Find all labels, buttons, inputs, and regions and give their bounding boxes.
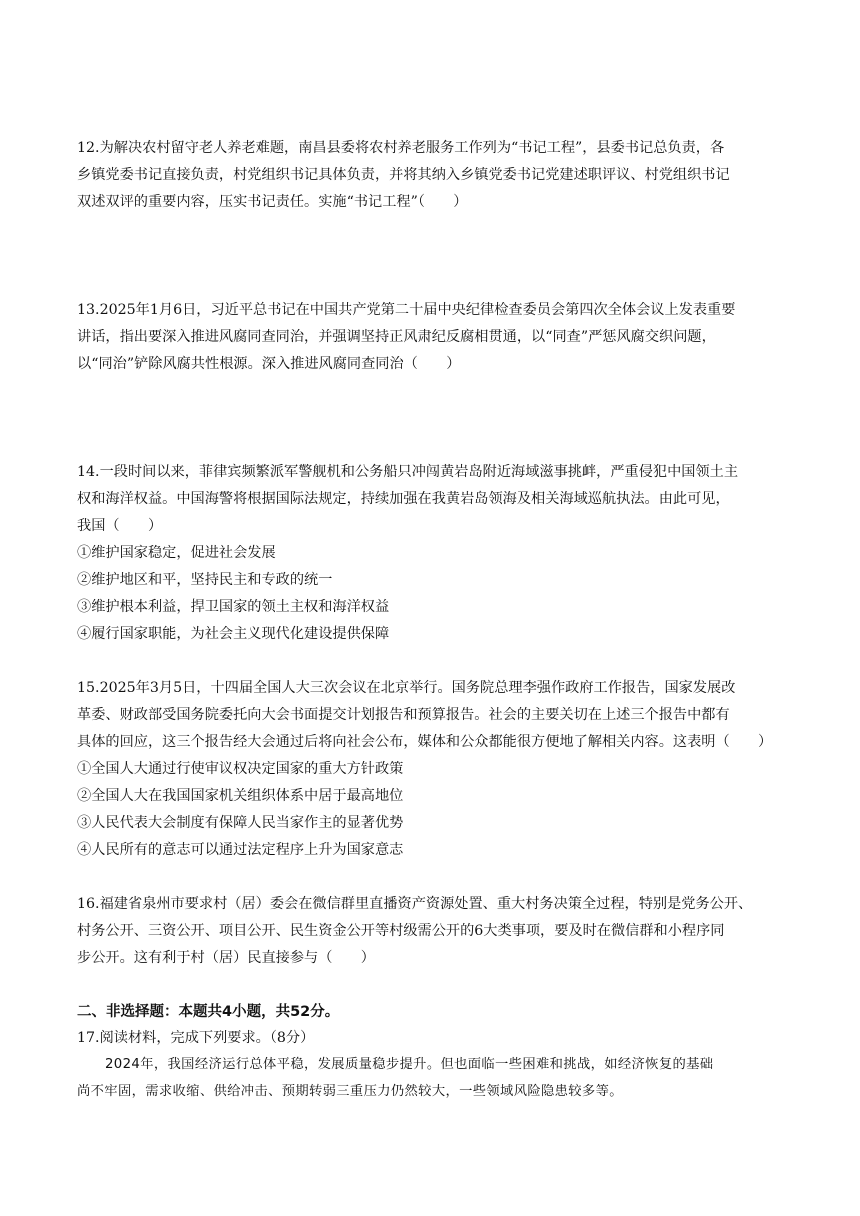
q16-stem-line-1: 16.福建省泉州市要求村（居）委会在微信群里直播资产资源处置、重大村务决策全过程，特别是党务公开、 xyxy=(77,896,753,912)
q15-stem-line-2: 革委、财政部受国务院委托向大会书面提交计划报告和预算报告。社会的主要关切在上述三个报告中都有 xyxy=(77,707,730,723)
q13-stem-line-3: 以“同治”铲除风腐共性根源。深入推进风腐同查同治（ ） xyxy=(77,356,461,372)
q15-stem-line-1: 15.2025年3月5日，十四届全国人大三次会议在北京举行。国务院总理李强作政府工作报告，国家发展改 xyxy=(77,680,736,696)
section-2-heading: 二、非选择题：本题共4小题，共52分。 xyxy=(77,1004,340,1020)
q16-stem-line-3: 步公开。这有利于村（居）民直接参与（ ） xyxy=(77,950,375,966)
q16-stem-line-2: 村务公开、三资公开、项目公开、民生资金公开等村级需公开的6大类事项，要及时在微信群和小程序同 xyxy=(77,923,725,939)
q12-stem-line-1: 12.为解决农村留守老人养老难题，南昌县委将农村养老服务工作列为“书记工程”，县委书记总负责，各 xyxy=(77,140,725,156)
q14-stem-line-2: 权和海洋权益。中国海警将根据国际法规定，持续加强在我黄岩岛领海及相关海域巡航执法。由此可见， xyxy=(77,491,730,507)
q15-option-3: ③人民代表大会制度有保障人民当家作主的显著优势 xyxy=(77,815,404,831)
q17-stem: 17.阅读材料，完成下列要求。（8分） xyxy=(77,1030,315,1046)
q15-option-4: ④人民所有的意志可以通过法定程序上升为国家意志 xyxy=(77,842,404,858)
q15-stem-line-3: 具体的回应，这三个报告经大会通过后将向社会公布，媒体和公众都能很方便地了解相关内容。这表明（ ） xyxy=(77,734,773,750)
q17-material-line-2: 尚不牢固，需求收缩、供给冲击、预期转弱三重压力仍然较大，一些领域风险隐患较多等。 xyxy=(77,1084,623,1099)
q12-stem-line-3: 双述双评的重要内容，压实书记责任。实施“书记工程”（ ） xyxy=(77,194,468,210)
q14-option-4: ④履行国家职能，为社会主义现代化建设提供保障 xyxy=(77,626,390,642)
q15-option-2: ②全国人大在我国国家机关组织体系中居于最高地位 xyxy=(77,788,404,804)
q12-stem-line-2: 乡镇党委书记直接负责，村党组织书记具体负责，并将其纳入乡镇党委书记党建述职评议、村党组织书记 xyxy=(77,167,730,183)
q14-stem-line-1: 14.一段时间以来，菲律宾频繁派军警舰机和公务船只冲闯黄岩岛附近海域滋事挑衅，严重侵犯中国领土主 xyxy=(77,464,739,480)
q17-material-line-1: 2024年，我国经济运行总体平稳，发展质量稳步提升。但也面临一些困难和挑战，如经济恢复的基础 xyxy=(105,1057,714,1072)
q13-stem-line-1: 13.2025年1月6日，习近平总书记在中国共产党第二十届中央纪律检查委员会第四次全体会议上发表重要 xyxy=(77,302,736,318)
q14-option-2: ②维护地区和平，坚持民主和专政的统一 xyxy=(77,572,333,588)
q14-stem-line-3: 我国（ ） xyxy=(77,518,163,534)
q14-option-3: ③维护根本利益，捍卫国家的领土主权和海洋权益 xyxy=(77,599,390,615)
q14-option-1: ①维护国家稳定，促进社会发展 xyxy=(77,545,276,561)
q13-stem-line-2: 讲话，指出要深入推进风腐同查同治，并强调坚持正风肃纪反腐相贯通，以“同查”严惩风腐交织问题， xyxy=(77,329,716,345)
q15-option-1: ①全国人大通过行使审议权决定国家的重大方针政策 xyxy=(77,761,404,777)
